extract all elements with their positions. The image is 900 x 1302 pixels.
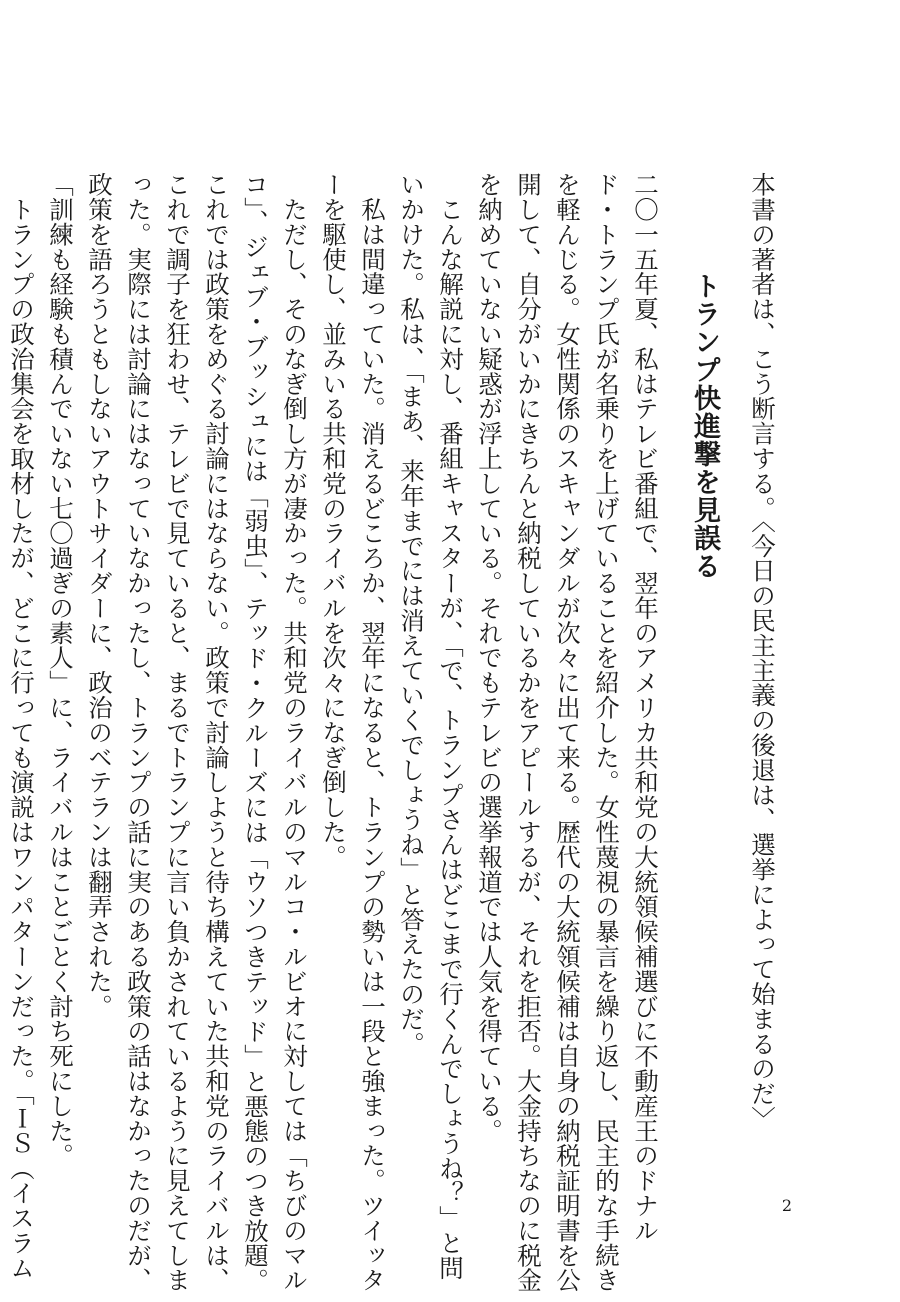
paragraph-line: ド・トランプ氏が名乗りを上げていることを紹介した。女性蔑視の暴言を繰り返し、民主的な手続き <box>592 172 621 1293</box>
section-heading: トランプ快進撃を見誤る <box>689 272 720 580</box>
paragraph-line: ーを駆使し、並みいる共和党のライバルを次々になぎ倒した。 <box>319 172 348 870</box>
paragraph-line: トランプの政治集会を取材したが、どこに行っても演説はワンパターンだった。「ＩＳ（イスラム <box>7 172 36 1281</box>
paragraph-line: いかけた。私は、「まあ、来年までには消えていくでしょうね」と答えたのだ。 <box>397 172 426 1057</box>
paragraph-line: こんな解説に対し、番組キャスターが、「で、トランプさんはどこまで行くんでしょうね？」と問 <box>436 172 465 1281</box>
paragraph-line: 政策を語ろうともしないアウトサイダーに、政治のベテランは翻弄された。 <box>85 172 114 1019</box>
paragraph-line: 開して、自分がいかにきちんと納税しているかをアピールするが、それを拒否。大金持ちなのに税金 <box>514 172 543 1293</box>
paragraph-line: 「訓練も経験も積んでいない七〇過ぎの素人」に、ライバルはことごとく討ち死にした。 <box>46 172 75 1168</box>
paragraph-line: 二〇一五年夏、私はテレビ番組で、翌年のアメリカ共和党の大統領候補選びに不動産王のドナル <box>631 172 660 1243</box>
paragraph-line: 私は間違っていた。消えるどころか、翌年になると、トランプの勢いは一段と強まった。ツイッタ <box>358 172 387 1293</box>
vertical-text-body <box>2 172 782 1293</box>
paragraph-line: を納めていない疑惑が浮上している。それでもテレビの選挙報道では人気を得ている。 <box>475 172 504 1144</box>
opening-line: 本書の著者は、こう断言する。〈今日の民主主義の後退は、選挙によって始まるのだ〉 <box>748 172 777 1131</box>
paragraph-line: ただし、そのなぎ倒し方が凄かった。共和党のライバルのマルコ・ルビオに対しては「ちびのマル <box>280 172 309 1293</box>
paragraph-line: これで調子を狂わせ、テレビで見ていると、まるでトランプに言い負かされているように見えてしま <box>163 172 192 1293</box>
paragraph-line: った。実際には討論にはなっていなかったし、トランプの話に実のある政策の話はなかったのだが、 <box>124 172 153 1293</box>
paragraph-line: を軽んじる。女性関係のスキャンダルが次々に出て来る。歴代の大統領候補は自身の納税証明書を公 <box>553 172 582 1293</box>
paragraph-line: コ」、ジェブ・ブッシュには「弱虫」、テッド・クルーズには「ウソつきテッド」と悪態のつき放題。 <box>241 172 270 1293</box>
page-number: 2 <box>781 1196 792 1215</box>
paragraph-line: これでは政策をめぐる討論にはならない。政策で討論しようと待ち構えていた共和党のライバルは、 <box>202 172 231 1293</box>
